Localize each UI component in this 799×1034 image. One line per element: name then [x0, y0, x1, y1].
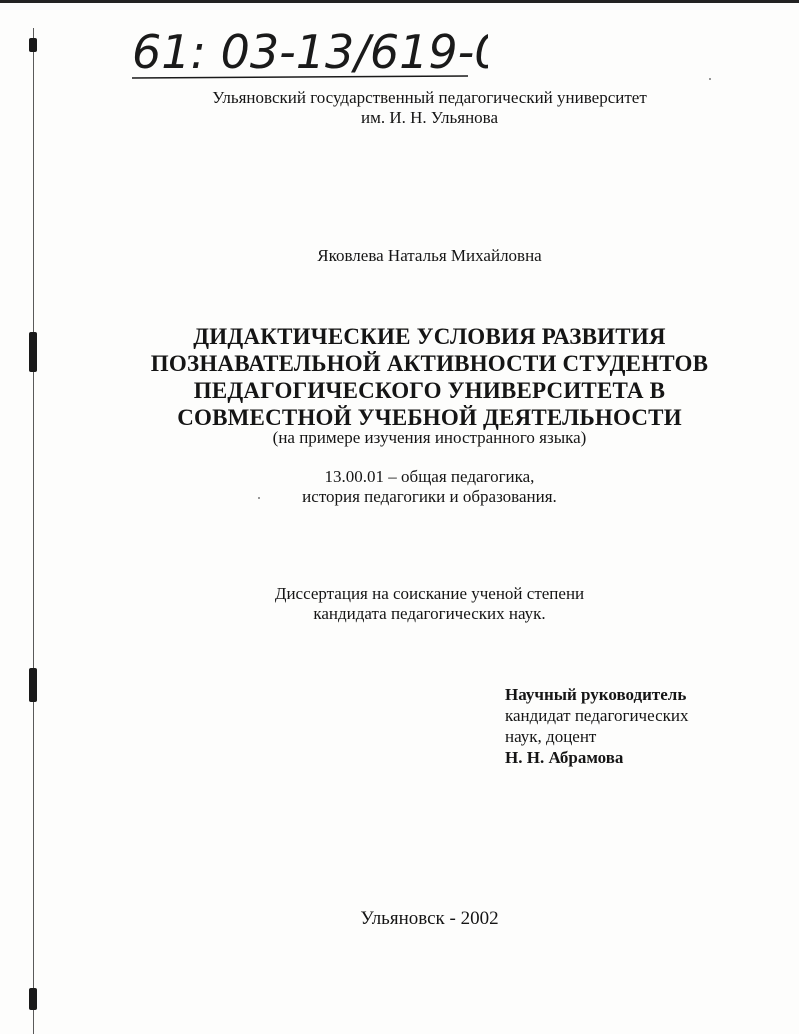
degree-line-1: Диссертация на соискание ученой степени	[274, 584, 585, 603]
specialty-line-1: 13.00.01 – общая педагогика,	[324, 467, 535, 486]
advisor-degree-line-2: наук, доцент	[505, 727, 597, 746]
title-line-1: ДИДАКТИЧЕСКИЕ УСЛОВИЯ РАЗВИТИЯ	[193, 324, 666, 349]
title-line-3: ПЕДАГОГИЧЕСКОГО УНИВЕРСИТЕТА В	[193, 378, 666, 403]
scan-speck	[709, 78, 711, 80]
scan-frame-top	[0, 0, 799, 3]
binding-edge-line	[33, 28, 34, 1034]
binding-mark	[29, 988, 37, 1010]
title-line-4: СОВМЕСТНОЙ УЧЕБНОЙ ДЕЯТЕЛЬНОСТИ	[177, 405, 682, 430]
handwritten-archive-number	[128, 14, 488, 86]
binding-mark	[29, 668, 37, 702]
degree-statement	[0, 584, 799, 624]
scientific-advisor	[505, 684, 688, 768]
institution-name	[0, 88, 799, 128]
specialty-code	[0, 467, 799, 507]
advisor-degree-line-1: кандидат педагогических	[505, 706, 689, 725]
title-subtitle: (на примере изучения иностранного языка)	[272, 428, 587, 447]
advisor-heading: Научный руководитель	[505, 685, 687, 704]
binding-mark	[29, 38, 37, 52]
institution-line-2: им. И. Н. Ульянова	[360, 108, 499, 127]
advisor-name: Н. Н. Абрамова	[505, 748, 624, 767]
specialty-line-2: история педагогики и образования.	[302, 487, 557, 506]
institution-line-1: Ульяновский государственный педагогический университет	[212, 88, 647, 107]
author-name: Яковлева Наталья Михайловна	[317, 246, 542, 265]
city-year: Ульяновск - 2002	[360, 908, 499, 929]
degree-line-2: кандидата педагогических наук.	[313, 604, 546, 623]
archive-number-text: 61: 03-13/619-0	[132, 25, 488, 79]
dissertation-title	[0, 323, 799, 431]
title-line-2: ПОЗНАВАТЕЛЬНОЙ АКТИВНОСТИ СТУДЕНТОВ	[150, 351, 709, 376]
